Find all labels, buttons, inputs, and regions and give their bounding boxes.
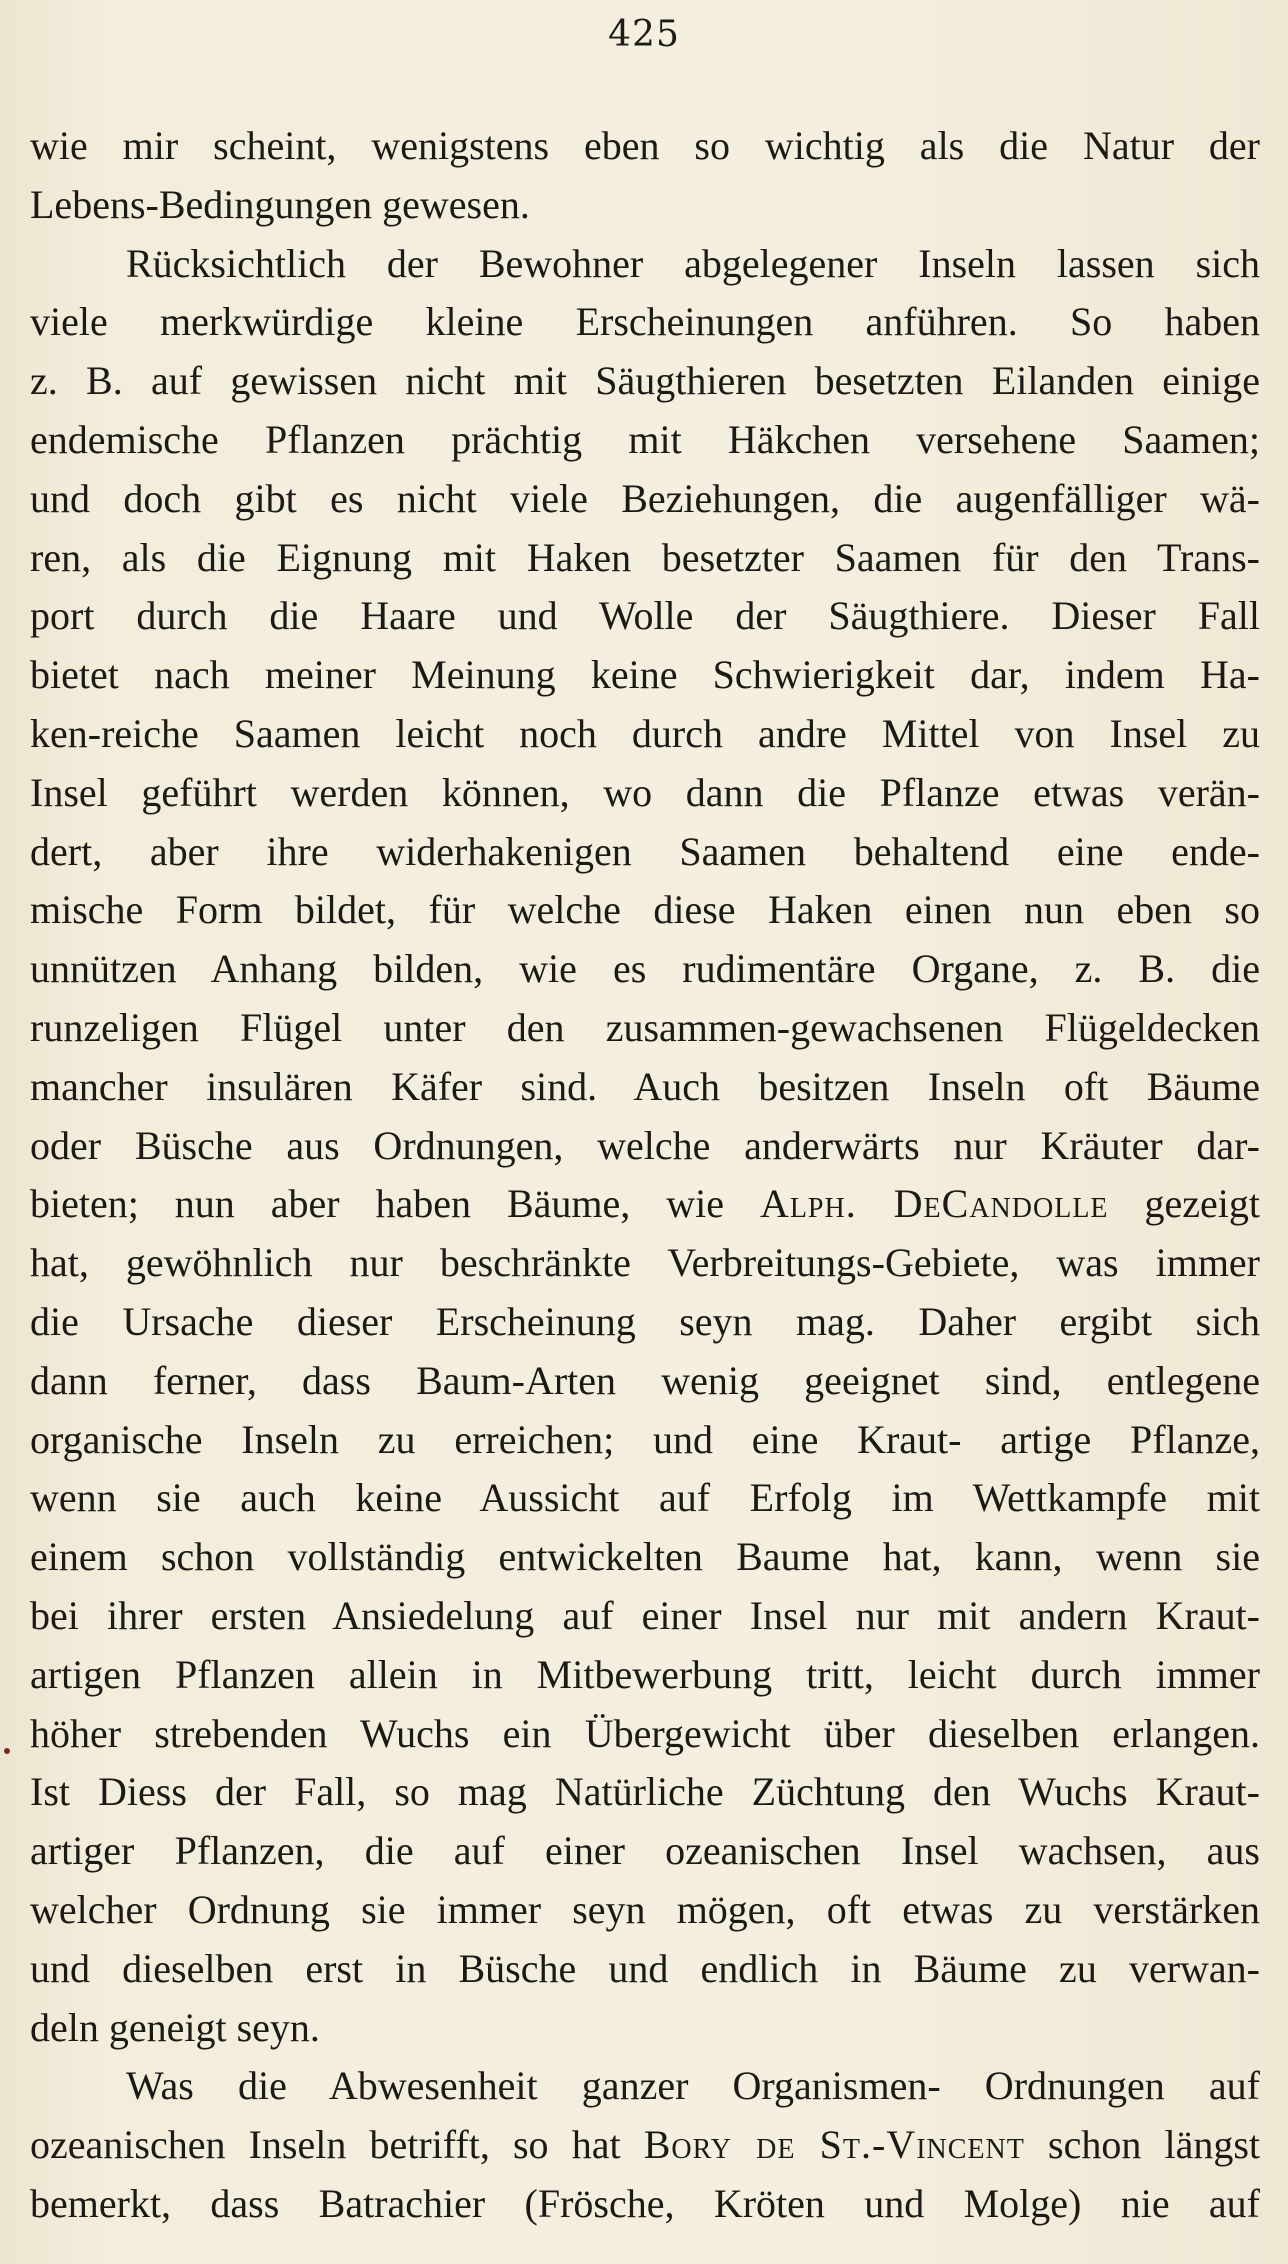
text-line: Insel geführt werden können, wo dann die Pflanze etwas verän- bbox=[30, 769, 1260, 815]
text-line-with-name bbox=[30, 1175, 1260, 1234]
ink-spot bbox=[4, 1748, 10, 1754]
text-line: artigen Pflanzen allein in Mitbewerbung tritt, leicht durch immer bbox=[30, 1651, 1260, 1697]
text-line: mische Form bildet, für welche diese Haken einen nun eben so bbox=[30, 887, 1260, 933]
text-line: und dieselben erst in Büsche und endlich in Bäume zu verwan- bbox=[30, 1945, 1260, 1991]
body-text bbox=[30, 117, 1260, 2234]
text-line: z. B. auf gewissen nicht mit Säugthieren besetzten Eilanden einige bbox=[30, 358, 1260, 404]
text-line: Rücksichtlich der Bewohner abgelegener Inseln lassen sich bbox=[126, 240, 1260, 286]
text-line: ken-reiche Saamen leicht noch durch andre Mittel von Insel zu bbox=[30, 710, 1260, 756]
text-line: runzeligen Flügel unter den zusammen-gewachsenen Flügeldecken bbox=[30, 1004, 1260, 1050]
text-line: Ist Diess der Fall, so mag Natürliche Züchtung den Wuchs Kraut- bbox=[30, 1769, 1260, 1815]
text-line: port durch die Haare und Wolle der Säugthiere. Dieser Fall bbox=[30, 593, 1260, 639]
author-name-bory: Bory de St.-Vincent bbox=[643, 2122, 1025, 2168]
text-line: bemerkt, dass Batrachier (Frösche, Kröten und Molge) nie auf bbox=[30, 2180, 1260, 2226]
text-line-end: gezeigt bbox=[1144, 1181, 1260, 1227]
page-number: 425 bbox=[608, 14, 680, 55]
text-line: höher strebenden Wuchs ein Übergewicht über dieselben erlangen. bbox=[30, 1710, 1260, 1756]
text-line: wenn sie auch keine Aussicht auf Erfolg im Wettkampfe mit bbox=[30, 1475, 1260, 1521]
text-line-start: ozeanischen Inseln betrifft, so hat bbox=[30, 2122, 621, 2168]
text-line: dert, aber ihre widerhakenigen Saamen behaltend eine ende- bbox=[30, 828, 1260, 874]
text-line: organische Inseln zu erreichen; und eine Kraut- artige Pflanze, bbox=[30, 1416, 1260, 1462]
text-line-with-name bbox=[30, 2116, 1260, 2175]
author-name-decandolle: Alph. DeCandolle bbox=[759, 1181, 1109, 1227]
text-line: bietet nach meiner Meinung keine Schwierigkeit dar, indem Ha- bbox=[30, 652, 1260, 698]
text-line: einem schon vollständig entwickelten Baume hat, kann, wenn sie bbox=[30, 1534, 1260, 1580]
text-line: die Ursache dieser Erscheinung seyn mag. Daher ergibt sich bbox=[30, 1298, 1260, 1344]
text-line: endemische Pflanzen prächtig mit Häkchen versehene Saamen; bbox=[30, 416, 1260, 462]
text-line: ren, als die Eignung mit Haken besetzter Saamen für den Trans- bbox=[30, 534, 1260, 580]
text-line: dann ferner, dass Baum-Arten wenig geeignet sind, entlegene bbox=[30, 1357, 1260, 1403]
text-line: hat, gewöhnlich nur beschränkte Verbreitungs-Gebiete, was immer bbox=[30, 1240, 1260, 1286]
text-line: viele merkwürdige kleine Erscheinungen anführen. So haben bbox=[30, 299, 1260, 345]
text-line: und doch gibt es nicht viele Beziehungen, die augenfälliger wä- bbox=[30, 475, 1260, 521]
text-line: bei ihrer ersten Ansiedelung auf einer Insel nur mit andern Kraut- bbox=[30, 1592, 1260, 1638]
text-line: Lebens-Bedingungen gewesen. bbox=[30, 181, 530, 227]
text-line: Was die Abwesenheit ganzer Organismen- Ordnungen auf bbox=[126, 2063, 1260, 2109]
text-line: deln geneigt seyn. bbox=[30, 2004, 320, 2050]
text-line: welcher Ordnung sie immer seyn mögen, oft etwas zu verstärken bbox=[30, 1886, 1260, 1932]
text-line: artiger Pflanzen, die auf einer ozeanischen Insel wachsen, aus bbox=[30, 1828, 1260, 1874]
text-line: mancher insulären Käfer sind. Auch besitzen Inseln oft Bäume bbox=[30, 1063, 1260, 1109]
text-line-start: bieten; nun aber haben Bäume, wie bbox=[30, 1181, 724, 1227]
text-line: unnützen Anhang bilden, wie es rudimentäre Organe, z. B. die bbox=[30, 946, 1260, 992]
text-line-end: schon längst bbox=[1048, 2122, 1260, 2168]
text-line: oder Büsche aus Ordnungen, welche anderwärts nur Kräuter dar- bbox=[30, 1122, 1260, 1168]
text-line: wie mir scheint, wenigstens eben so wichtig als die Natur der bbox=[30, 123, 1260, 168]
